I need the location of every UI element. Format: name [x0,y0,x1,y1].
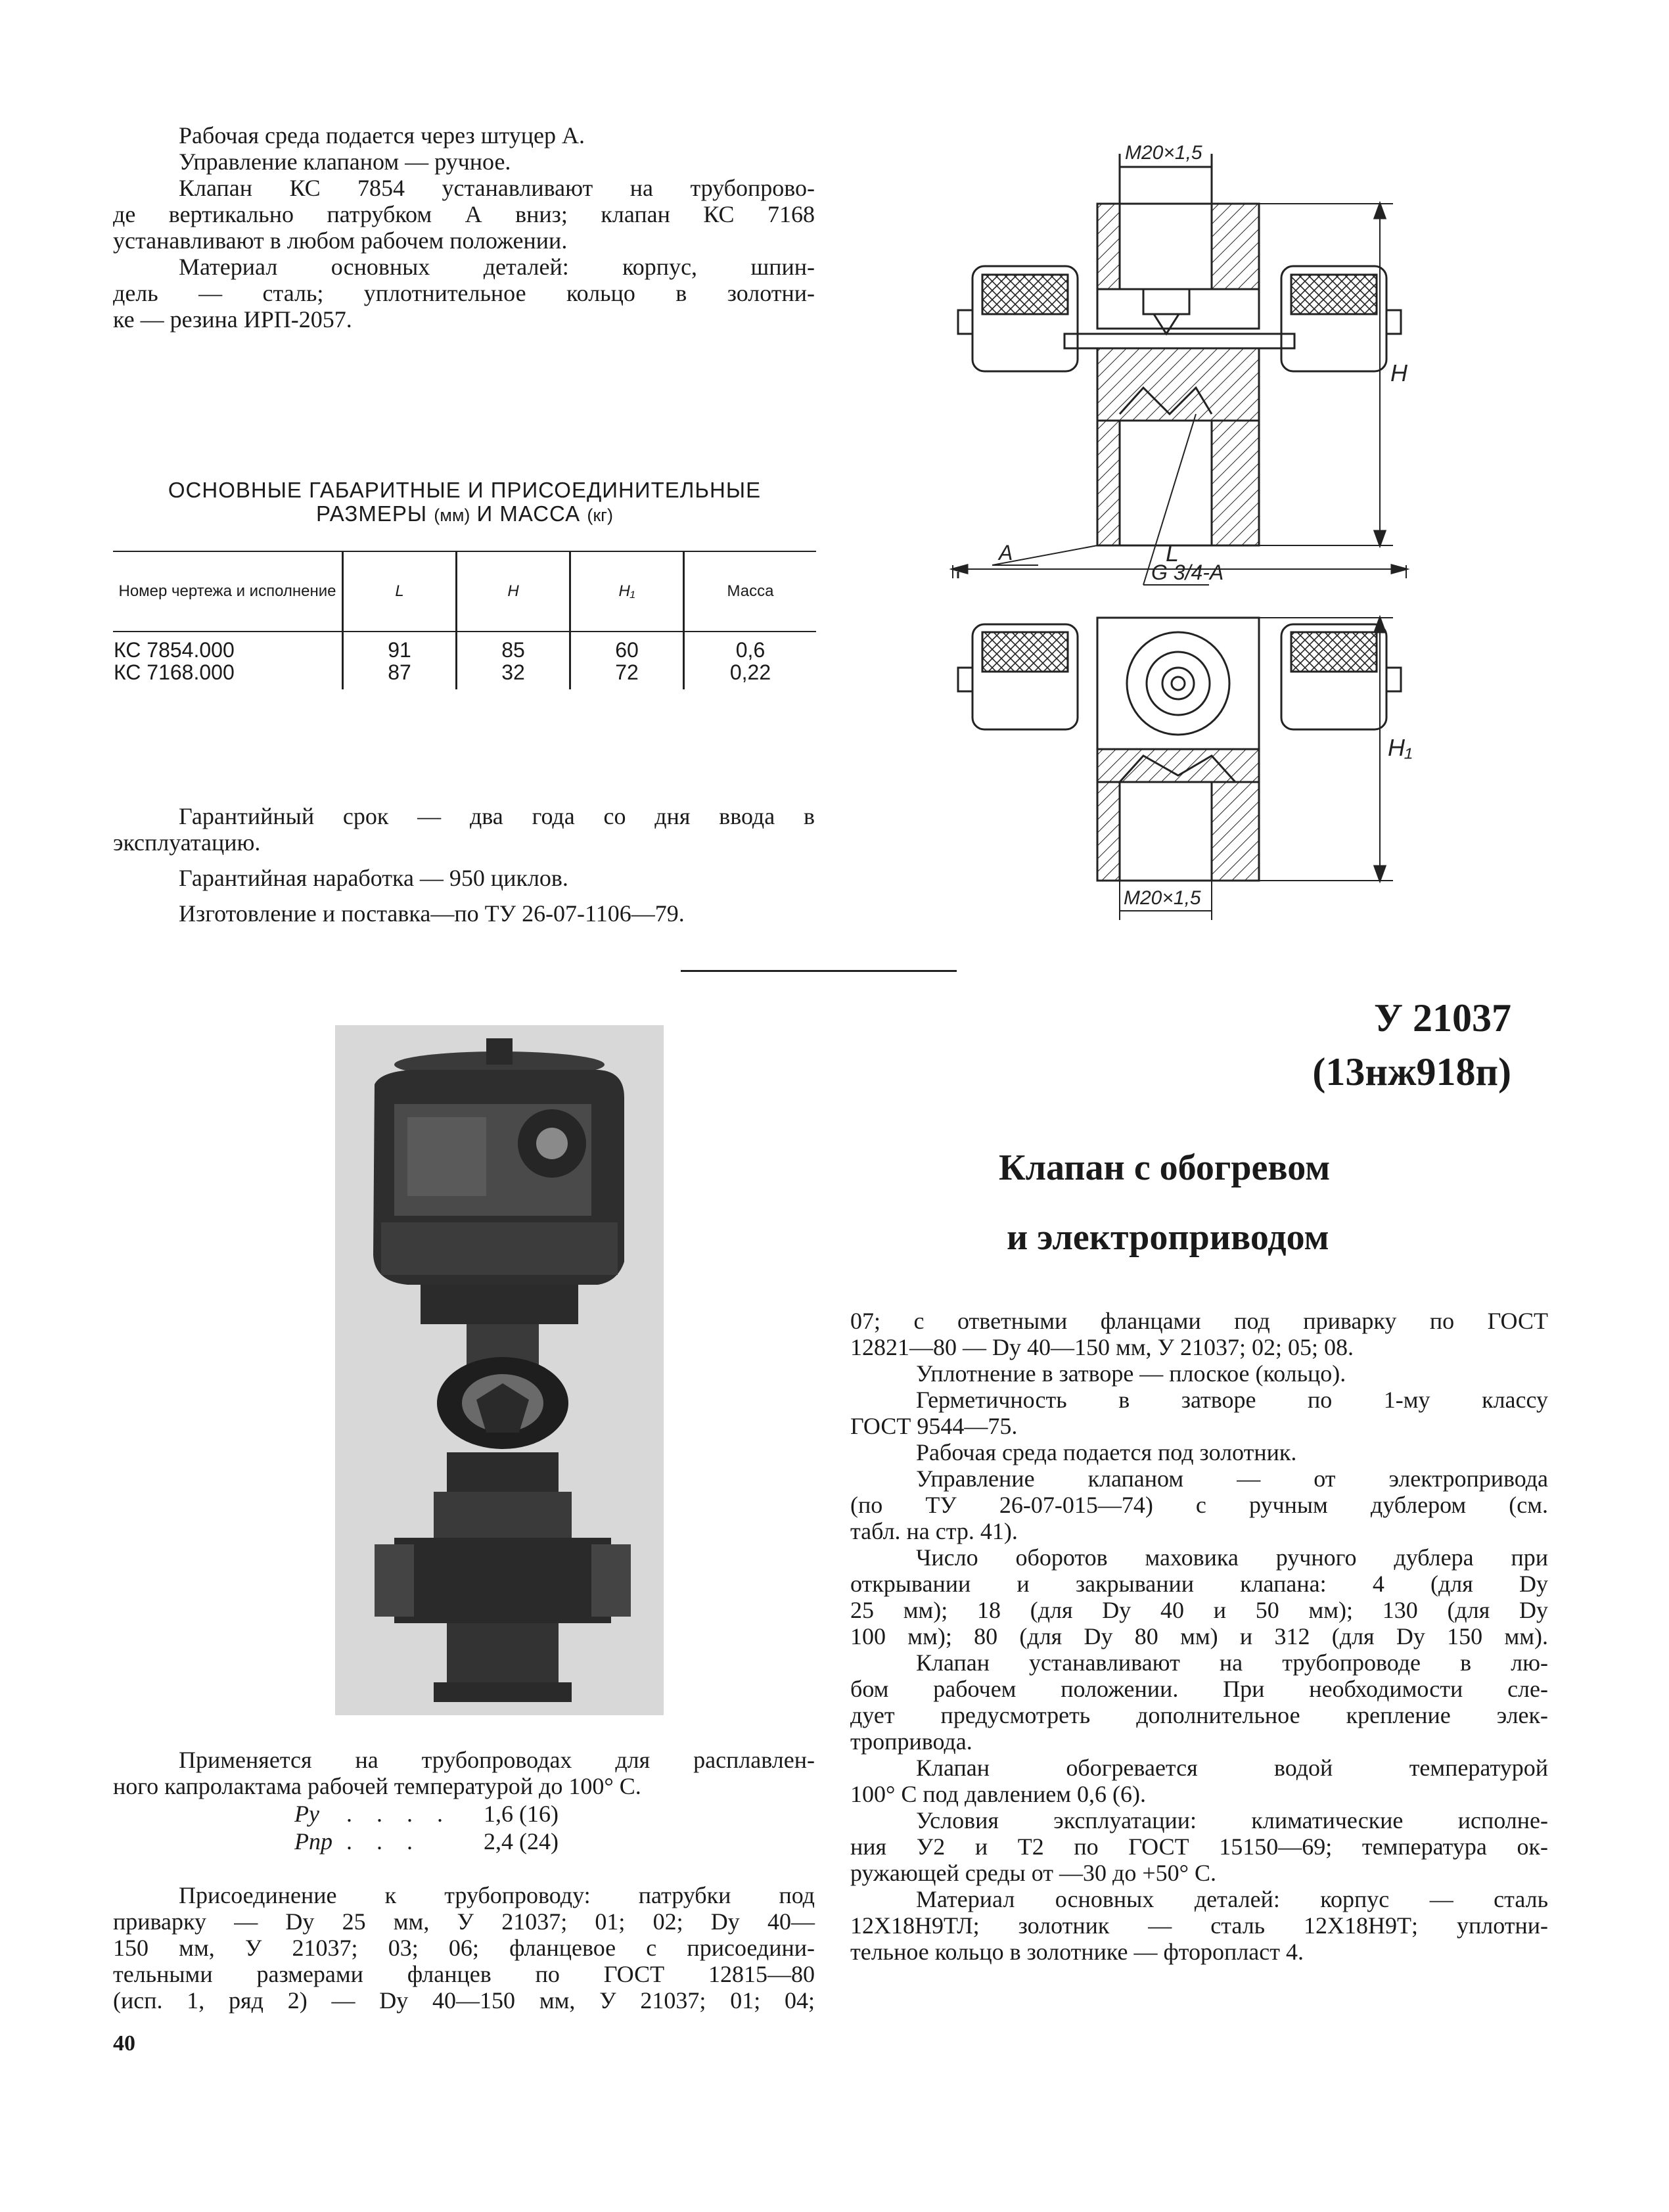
paragraph: бом рабочем положении. При необходимости сле- [850,1676,1548,1702]
product-title-line: Клапан с обогревом [999,1147,1331,1188]
table-header-row [113,551,816,632]
drawing-label-h1: H₁ [1388,734,1413,761]
column-header: L [343,551,457,632]
paragraph: Изготовление и поставка—по ТУ 26-07-1106—79. [179,900,685,927]
paragraph: эксплуатацию. [113,829,261,856]
valve-photo [335,1025,664,1715]
table-cell: 0,6 0,22 [684,632,817,689]
paragraph: открывании и закрывании клапана: 4 (для Dу [850,1571,1548,1597]
paragraph: ного капролактама рабочей температурой до 100° С. [113,1773,641,1799]
column-header: H₁ [570,551,684,632]
paragraph: Рабочая среда подается через штуцер А. [179,122,585,149]
paragraph: Управление клапаном — ручное. [179,149,511,175]
paragraph: ГОСТ 9544—75. [850,1413,1018,1439]
paragraph: ке — резина ИРП-2057. [113,306,352,333]
table-cell: 85 32 [457,632,570,689]
product-title-line: и электроприводом [1007,1217,1329,1258]
paragraph: Число оборотов маховика ручного дублера при [916,1544,1548,1571]
column-header: H [457,551,570,632]
paragraph: Уплотнение в затворе — плоское (кольцо). [916,1360,1346,1387]
paragraph: Клапан обогревается водой температурой [916,1755,1548,1781]
paragraph: Применяется на трубопроводах для расплавлен- [179,1747,815,1773]
paragraph: дель — сталь; уплотнительное кольцо в золотни- [113,280,815,306]
table-caption [113,478,816,527]
parameter-py: Pу . . . . 1,6 (16) [294,1801,559,1827]
param-value: 2,4 (24) [484,1828,559,1855]
table-row [113,632,816,689]
page-number: 40 [113,2031,135,2056]
paragraph: Условия эксплуатации: климатические исполне- [916,1807,1548,1833]
paragraph: 25 мм); 18 (для Dу 40 и 50 мм); 130 (для Dу [850,1597,1548,1623]
product-code: У 21037 [1373,996,1511,1040]
paragraph: Герметичность в затворе по 1-му классу [916,1387,1548,1413]
dimensions-table [113,551,816,689]
drawing-label-m20-bottom: M20×1,5 [1124,887,1201,909]
paragraph: Материал основных деталей: корпус — сталь [916,1886,1548,1912]
drawing-label-h: H [1390,359,1407,386]
guarantee-block [113,803,815,927]
paragraph: тельными размерами фланцев по ГОСТ 12815—80 [113,1961,815,1987]
product-designation: (13нж918п) [1312,1050,1511,1094]
paragraph: Управление клапаном — от электропривода [916,1465,1548,1492]
description-block [850,1308,1548,1965]
parameter-ppr: Pпр . . . 2,4 (24) [294,1828,559,1855]
paragraph: Гарантийная наработка — 950 циклов. [179,865,568,891]
paragraph: Материал основных деталей: корпус, шпин- [179,254,815,280]
paragraph: 100° С под давлением 0,6 (6). [850,1781,1146,1807]
paragraph: де вертикально патрубком А вниз; клапан КС 7168 [113,201,815,227]
drawing-label-g: G 3/4-A [1151,561,1224,584]
table-caption-line: РАЗМЕРЫ (мм) И МАССА (кг) [315,501,613,526]
paragraph: дует предусмотреть дополнительное крепление элек- [850,1702,1548,1728]
column-header: Масса [684,551,817,632]
drawing-label-l: L [1166,540,1179,566]
paragraph: Присоединение к трубопроводу: патрубки под [179,1882,815,1908]
paragraph: 150 мм, У 21037; 03; 06; фланцевое с присоедини- [113,1935,815,1961]
paragraph: 100 мм); 80 (для Dу 80 мм) и 312 (для Dу 150 мм). [850,1623,1548,1649]
table-cell: 60 72 [570,632,684,689]
paragraph: Рабочая среда подается под золотник. [916,1439,1297,1465]
connection-block [113,1882,815,2014]
valve-technical-drawing [946,125,1419,946]
table-caption-line: ОСНОВНЫЕ ГАБАРИТНЫЕ И ПРИСОЕДИНИТЕЛЬНЫЕ [168,478,762,502]
paragraph: 12821—80 — Dу 40—150 мм, У 21037; 02; 05; 08. [850,1334,1354,1360]
paragraph: (исп. 1, ряд 2) — Dу 40—150 мм, У 21037; 01; 04; [113,1987,815,2014]
paragraph: Гарантийный срок — два года со дня ввода в [179,803,815,829]
section-divider [681,970,957,972]
param-label: Pу [294,1801,319,1827]
paragraph: устанавливают в любом рабочем положении. [113,227,568,254]
paragraph: ния У2 и Т2 по ГОСТ 15150—69; температура ок- [850,1833,1548,1860]
intro-text-block [113,122,815,333]
column-header: Номер чертежа и исполнение [113,551,343,632]
table-cell: КС 7854.000 КС 7168.000 [114,638,235,684]
paragraph: ружающей среды от —30 до +50° С. [850,1860,1217,1886]
paragraph: 07; с ответными фланцами под приварку по ГОСТ [850,1308,1548,1334]
drawing-label-a: A [999,541,1013,565]
paragraph: 12Х18Н9ТЛ; золотник — сталь 12Х18Н9Т; уплотни- [850,1912,1548,1939]
paragraph: табл. на стр. 41). [850,1518,1018,1544]
table-cell: 91 87 [343,632,457,689]
paragraph: Клапан КС 7854 устанавливают на трубопрово- [179,175,815,201]
paragraph: тропривода. [850,1728,972,1755]
paragraph: тельное кольцо в золотнике — фторопласт 4. [850,1939,1304,1965]
application-block [113,1747,815,1799]
param-value: 1,6 (16) [484,1801,559,1827]
paragraph: (по ТУ 26-07-015—74) с ручным дублером (см. [850,1492,1548,1518]
drawing-label-m20: M20×1,5 [1125,142,1202,164]
param-label: Pпр [294,1828,332,1855]
paragraph: Клапан устанавливают на трубопроводе в лю- [916,1649,1548,1676]
paragraph: приварку — Dу 25 мм, У 21037; 01; 02; Dу 40— [113,1908,815,1935]
